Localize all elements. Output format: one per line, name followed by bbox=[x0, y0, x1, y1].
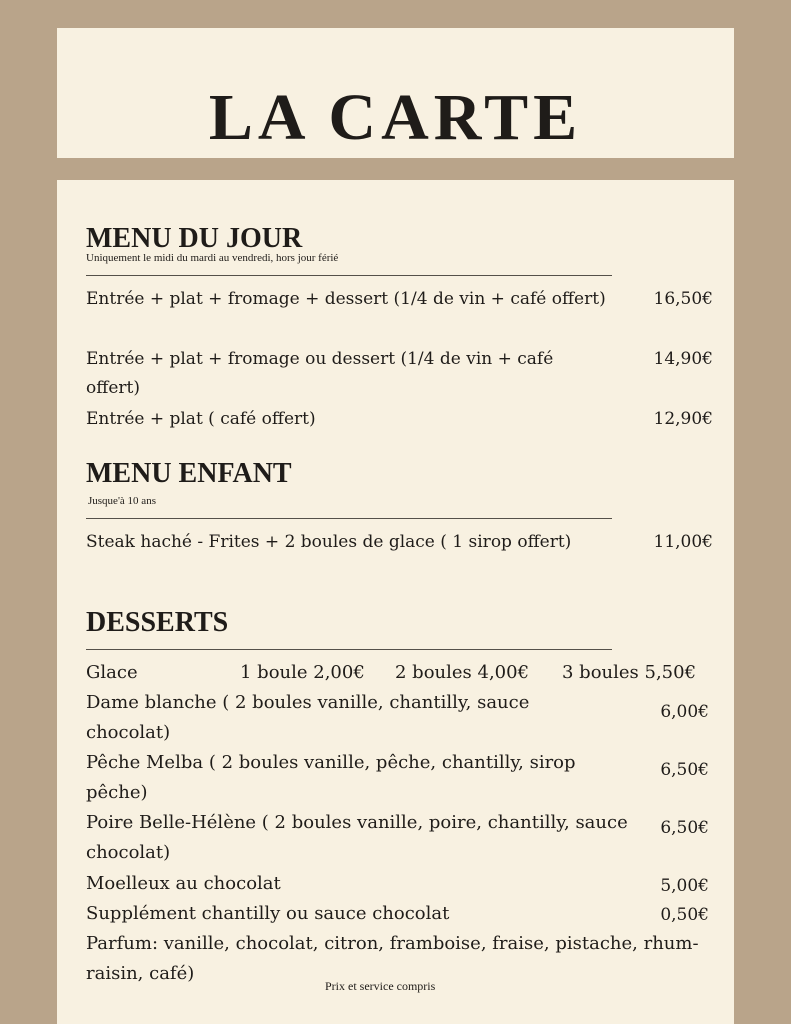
menu-du-jour-item: Entrée + plat ( café offert) bbox=[86, 409, 316, 429]
parfum-list: Parfum: vanille, chocolat, citron, framboise, fraise, pistache, rhum-raisin, café) bbox=[86, 933, 699, 984]
dessert-price: 0,50€ bbox=[660, 905, 709, 925]
glace-label: Glace bbox=[86, 662, 138, 683]
dessert-item: Poire Belle-Hélène ( 2 boules vanille, poire, chantilly, sauce chocolat) bbox=[86, 812, 628, 863]
menu-enfant-note: Jusque'à 10 ans bbox=[88, 495, 156, 507]
desserts-heading: DESSERTS bbox=[86, 607, 229, 638]
menu-du-jour-item: Entrée + plat + fromage + dessert (1/4 de vin + café offert) bbox=[86, 289, 606, 309]
dessert-price: 6,50€ bbox=[660, 760, 709, 780]
menu-enfant-item: Steak haché - Frites + 2 boules de glace ( 1 sirop offert) bbox=[86, 532, 572, 552]
menu-enfant-price: 11,00€ bbox=[653, 532, 713, 552]
menu-du-jour-price: 16,50€ bbox=[653, 289, 713, 309]
menu-du-jour-heading: MENU DU JOUR bbox=[86, 223, 303, 254]
menu-du-jour-price: 12,90€ bbox=[653, 409, 713, 429]
title-panel bbox=[57, 28, 734, 158]
glace-option: 3 boules 5,50€ bbox=[562, 662, 697, 683]
menu-panel bbox=[57, 180, 734, 1024]
page-title: LA CARTE bbox=[208, 81, 583, 154]
glace-option: 2 boules 4,00€ bbox=[395, 662, 530, 683]
menu-du-jour-note: Uniquement le midi du mardi au vendredi, hors jour férié bbox=[86, 252, 339, 264]
menu-du-jour-item: Entrée + plat + fromage ou dessert (1/4 de vin + café offert) bbox=[86, 349, 554, 398]
footer-note: Prix et service compris bbox=[325, 979, 436, 993]
dessert-item: Dame blanche ( 2 boules vanille, chantilly, sauce chocolat) bbox=[86, 692, 530, 743]
dessert-price: 6,00€ bbox=[660, 702, 709, 722]
menu-du-jour-price: 14,90€ bbox=[653, 349, 713, 369]
glace-option: 1 boule 2,00€ bbox=[240, 662, 365, 683]
section-divider bbox=[86, 649, 612, 650]
section-divider bbox=[86, 275, 612, 276]
dessert-price: 5,00€ bbox=[660, 876, 709, 896]
dessert-item: Supplément chantilly ou sauce chocolat bbox=[86, 903, 450, 924]
menu-enfant-heading: MENU ENFANT bbox=[86, 458, 292, 489]
dessert-item: Pêche Melba ( 2 boules vanille, pêche, chantilly, sirop pêche) bbox=[86, 752, 576, 803]
dessert-price: 6,50€ bbox=[660, 818, 709, 838]
dessert-item: Moelleux au chocolat bbox=[86, 873, 281, 894]
section-divider bbox=[86, 518, 612, 519]
